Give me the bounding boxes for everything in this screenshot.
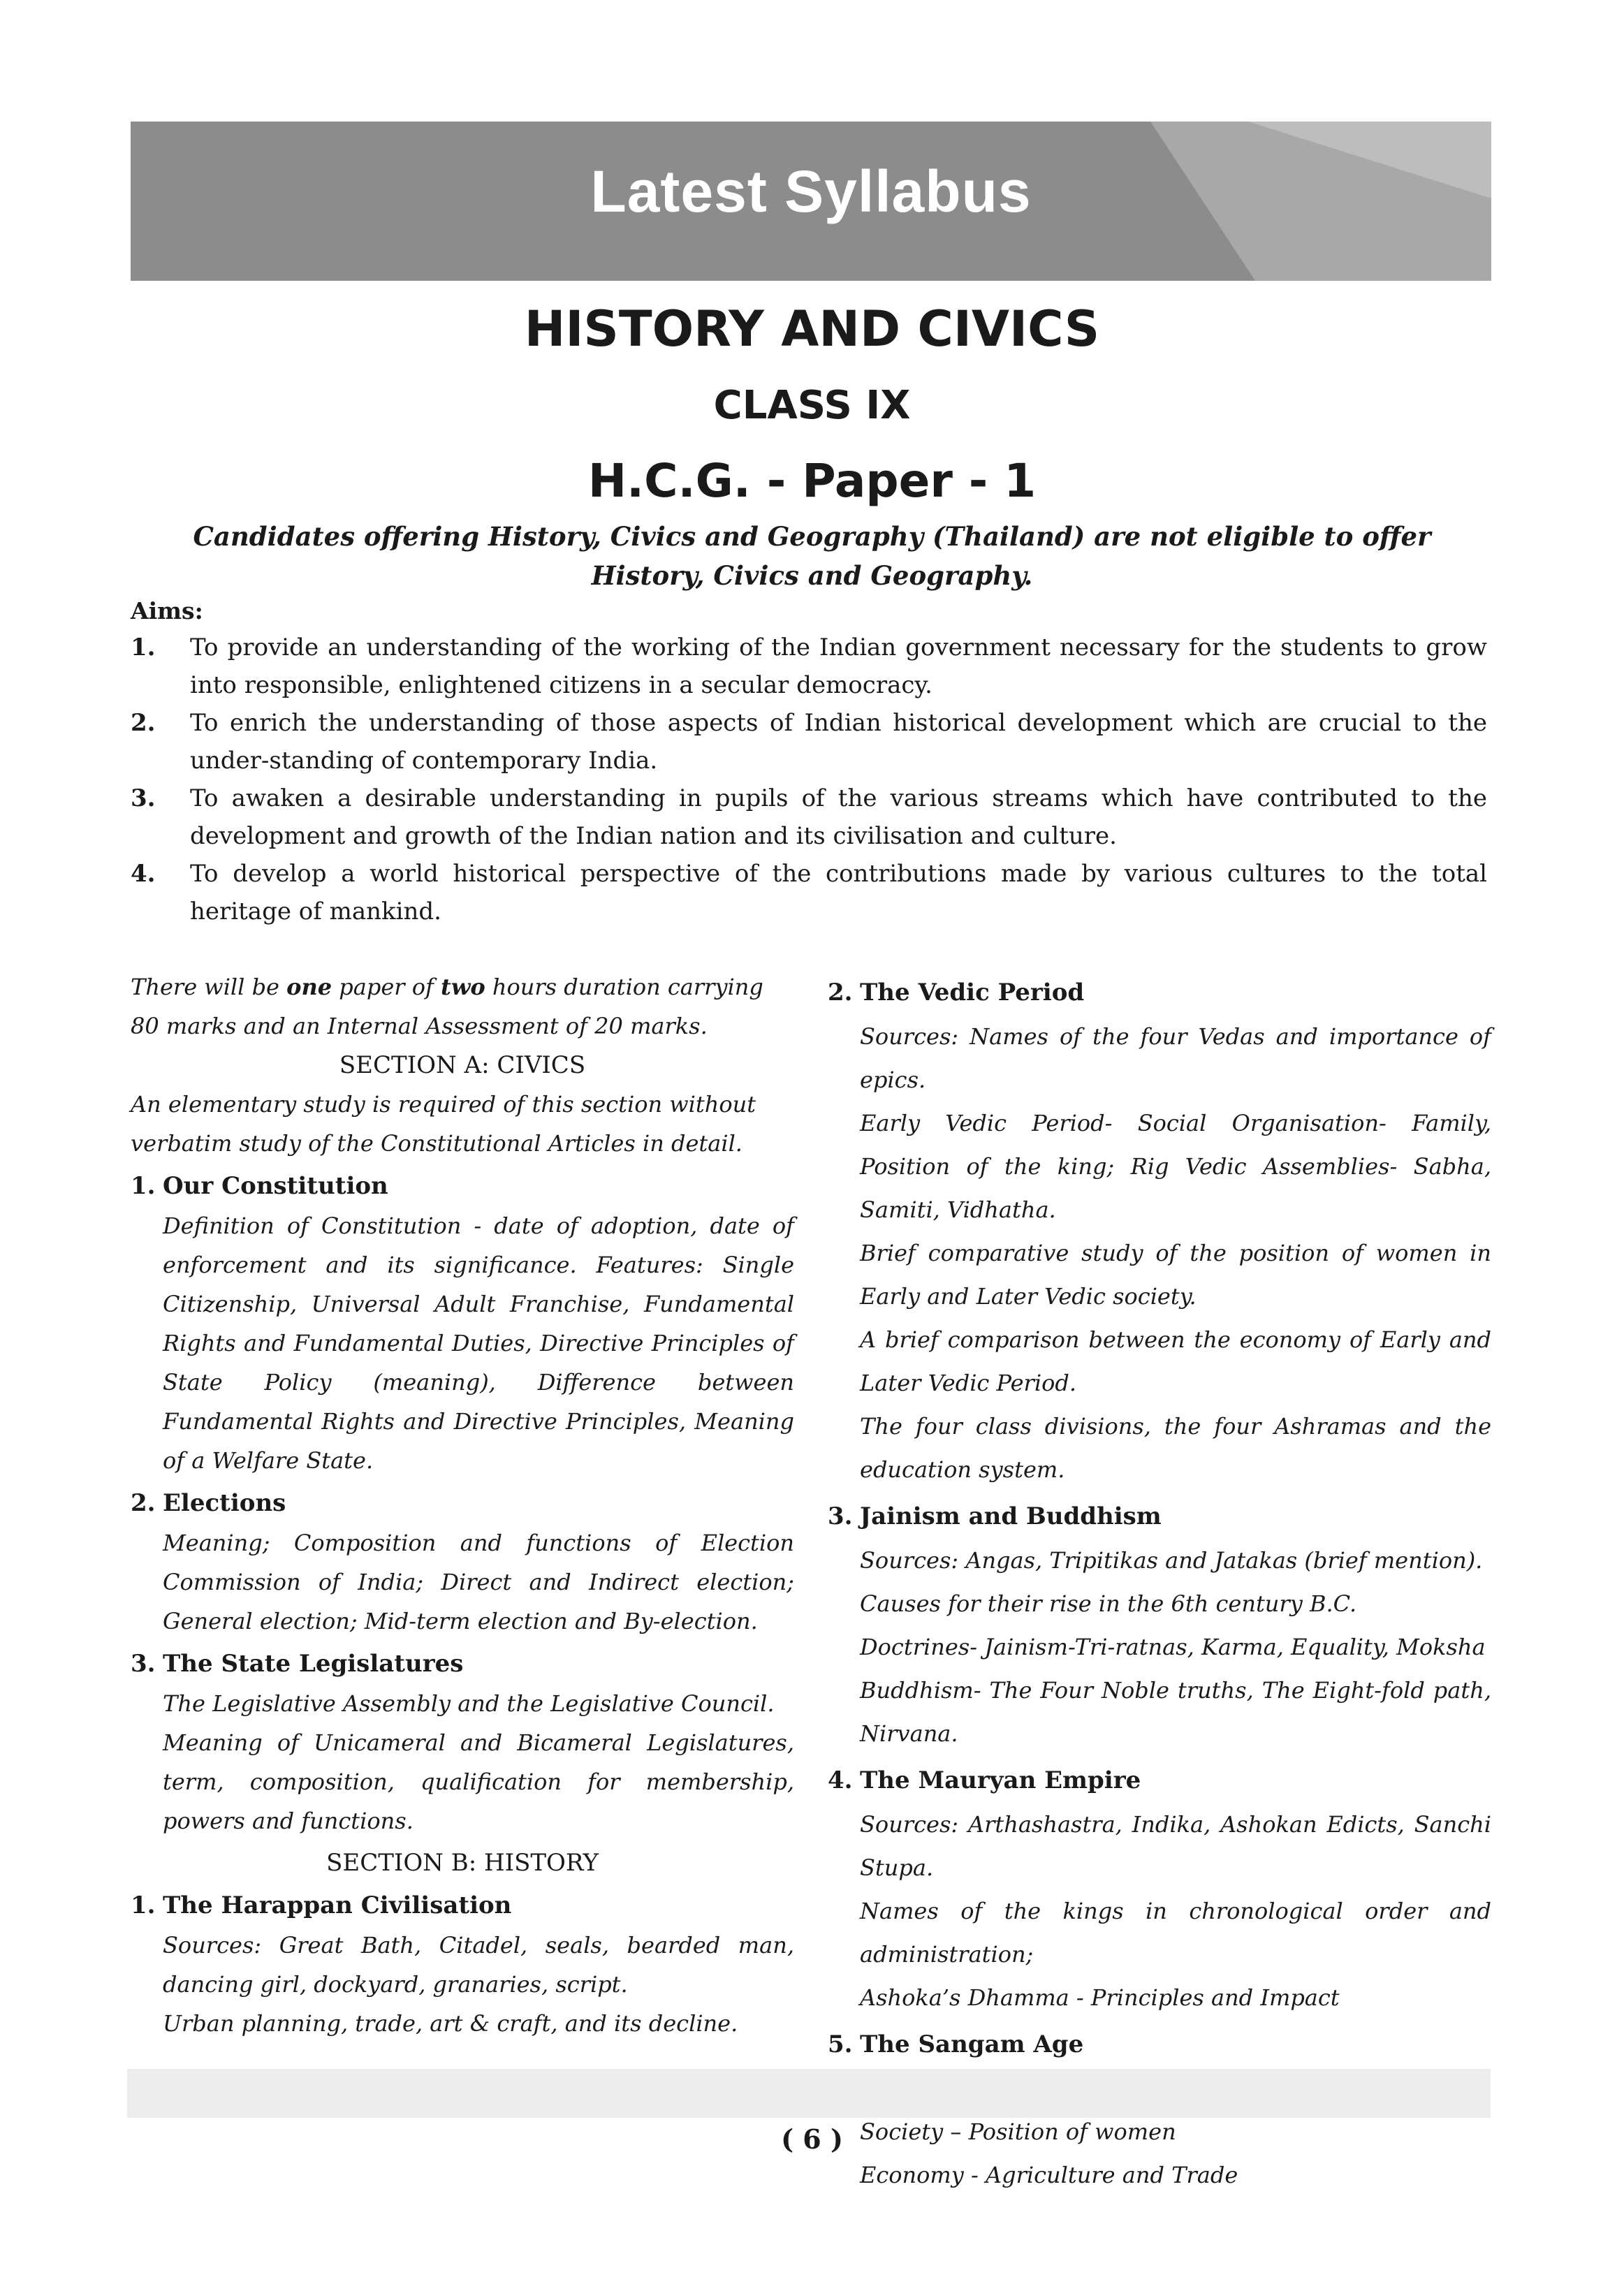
section-a-heading: SECTION A: CIVICS [339,1051,586,1079]
banner-title: Latest Syllabus [590,159,1032,224]
topic-detail: Buddhism- The Four Noble truths, The Eight-fold path, Nirvana. [860,1677,1491,1747]
topic-number: 2. [828,979,853,1006]
aim-item [131,629,1487,704]
topic-detail: Society – Position of women [860,2118,1176,2145]
topic-number: 3. [131,1650,156,1678]
aim-text: To awaken a desirable understanding in pupils of the various streams which have contributed to the development and growth of the Indian nation and its civilisation and culture. [190,784,1487,850]
topic-detail: Ashoka’s Dhamma - Principles and Impact [860,1984,1340,2011]
topic [828,1494,1491,1755]
right-column [828,967,1491,2197]
topic-name: The Sangam Age [860,2030,1084,2058]
aim-number: 4. [131,860,156,888]
aim-text: To develop a world historical perspective of the contributions made by various cultures to the total heritage of mankind. [190,860,1487,925]
topic-title [131,1166,794,1206]
aim-item [131,704,1487,779]
topic [131,1166,794,1480]
topic-name: The State Legislatures [163,1650,464,1678]
intro-emphasis: two [441,974,485,1000]
intro-text: hours duration carrying 80 marks and an Internal Assessment of 20 marks. [131,974,763,1039]
topic-detail: Urban planning, trade, art & craft, and its decline. [163,2010,738,2037]
topic-detail: Meaning; Composition and functions of Election Commission of India; Direct and Indirect election; General election; Mid-term election and By-election. [163,1530,794,1634]
syllabus-banner [131,122,1491,281]
section-a-note: An elementary study is required of this section without verbatim study of the Constitutional Articles in detail. [131,1091,756,1157]
intro-text: There will be [131,974,287,1000]
topic [828,1758,1491,2019]
topic-title [828,1494,1491,1539]
topic-number: 1. [131,1172,156,1200]
topic-number: 3. [828,1502,853,1530]
exam-intro [131,967,794,1046]
topic-detail: Sources: Names of the four Vedas and importance of epics. [860,1023,1491,1093]
aim-number: 2. [131,709,156,737]
topic-name: The Harappan Civilisation [163,1891,512,1919]
section-b-heading: SECTION B: HISTORY [326,1849,599,1877]
topic-detail: Sources: Great Bath, Citadel, seals, bearded man, dancing girl, dockyard, granaries, script. [163,1932,794,1998]
topic [131,1483,794,1641]
topic-number: 4. [828,1766,853,1794]
topic-detail: Sources: Angas, Tripitikas and Jatakas (brief mention). [860,1547,1483,1574]
class-title: CLASS IX [713,383,911,428]
topic [828,970,1491,1491]
topic-title [828,1758,1491,1803]
topic-detail: The Legislative Assembly and the Legislative Council. [163,1690,775,1717]
topic-title [131,1885,794,1926]
topic-name: Our Constitution [163,1172,388,1200]
intro-text: paper of [332,974,441,1000]
topic-name: Jainism and Buddhism [860,1502,1162,1530]
topic-detail: Definition of Constitution - date of adoption, date of enforcement and its significance. Features: Single Citizenship, Universal Adult Franchise, Fundamental Rights and Fundamental Duties, Directive Principles of State Policy (meaning), Difference between Fundamental Rights and Directive Principles, Meaning of a Welfare State. [163,1213,794,1474]
topic-name: The Vedic Period [860,979,1085,1006]
topic-title [828,970,1491,1015]
topic-detail: Names of the kings in chronological order and administration; [860,1898,1491,1968]
subject-title: HISTORY AND CIVICS [524,300,1100,358]
aim-text: To provide an understanding of the working of the Indian government necessary for the students to grow into responsible, enlightened citizens in a secular democracy. [190,634,1487,699]
footer-band [127,2069,1491,2118]
topic-detail: Brief comparative study of the position of women in Early and Later Vedic society. [860,1240,1491,1310]
topic [131,1644,794,1840]
aim-item [131,779,1487,855]
topic-detail: Causes for their rise in the 6th century B.C. [860,1590,1357,1617]
aim-text: To enrich the understanding of those aspects of Indian historical development which are crucial to the under-standing of contemporary India. [190,709,1487,775]
aim-item [131,855,1487,930]
eligibility-note: Candidates offering History, Civics and Geography (Thailand) are not eligible to offer History, Civics and Geography. [193,521,1431,591]
left-column [131,967,794,2043]
paper-title: H.C.G. - Paper - 1 [587,454,1037,508]
topic-number: 5. [828,2030,853,2058]
topic-detail: Early Vedic Period- Social Organisation- Family, Position of the king; Rig Vedic Assemblies- Sabha, Samiti, Vidhatha. [860,1110,1491,1223]
topic-detail: Sources: Arthashastra, Indika, Ashokan Edicts, Sanchi Stupa. [860,1811,1491,1881]
topic-name: The Mauryan Empire [860,1766,1141,1794]
topic-detail: A brief comparison between the economy of Early and Later Vedic Period. [860,1326,1491,1396]
topic-number: 2. [131,1489,156,1517]
aim-number: 1. [131,634,156,661]
topic [131,1885,794,2043]
topic-detail: The four class divisions, the four Ashramas and the education system. [860,1413,1491,1483]
aims-list [131,629,1487,930]
page-number: ( 6 ) [781,2123,843,2155]
topic-name: Elections [163,1489,286,1517]
topic-title [131,1644,794,1684]
intro-emphasis: one [286,974,332,1000]
topic-number: 1. [131,1891,156,1919]
aims-label: Aims: [131,597,203,624]
topic-detail: Economy - Agriculture and Trade [860,2162,1238,2188]
topic-title [131,1483,794,1523]
topic-detail: Doctrines- Jainism-Tri-ratnas, Karma, Equality, Moksha [860,1634,1486,1660]
topic-title [828,2022,1491,2067]
topic-detail: Meaning of Unicameral and Bicameral Legislatures, term, composition, qualification for membership, powers and functions. [163,1729,794,1834]
aim-number: 3. [131,784,156,812]
